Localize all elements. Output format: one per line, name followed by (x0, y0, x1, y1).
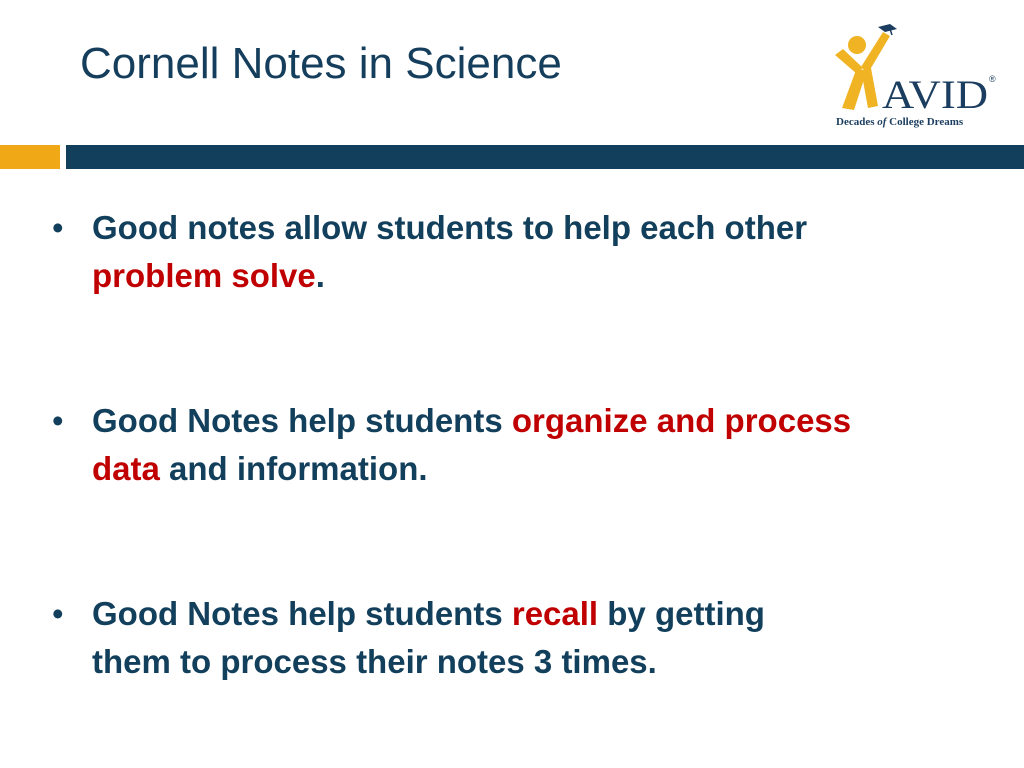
bullet-text: by getting them to process their notes 3 times. (92, 595, 765, 680)
bullet-text: . (315, 257, 325, 294)
bullet-marker: • (52, 595, 64, 632)
logo-tagline-start: Decades (836, 116, 878, 128)
bullet-item (52, 590, 852, 686)
bullet-text: Good Notes help students (92, 595, 512, 632)
logo-tagline (836, 116, 964, 128)
logo-wordmark: AVID (882, 72, 988, 117)
logo-tagline-end: College Dreams (886, 116, 964, 128)
bullet-text: Good Notes help students (92, 402, 512, 439)
bullet-item (52, 397, 852, 493)
avid-logo (828, 22, 1000, 134)
title-divider-bar (66, 145, 1024, 169)
logo-tagline-of: of (877, 116, 887, 128)
bullet-text: Good notes allow students to help each other (92, 209, 808, 246)
bullet-emphasis: organize and process data (92, 402, 852, 487)
bullet-item (52, 204, 852, 300)
slide-title: Cornell Notes in Science (80, 39, 562, 88)
bullet-emphasis: recall (511, 595, 599, 632)
bullet-text: and information. (159, 450, 428, 487)
bullet-list (52, 204, 852, 686)
title-divider-accent (0, 145, 60, 169)
bullet-emphasis: problem solve (92, 257, 316, 294)
logo-registered-mark: ® (989, 74, 996, 84)
bullet-marker: • (52, 402, 64, 439)
bullet-marker: • (52, 209, 64, 246)
